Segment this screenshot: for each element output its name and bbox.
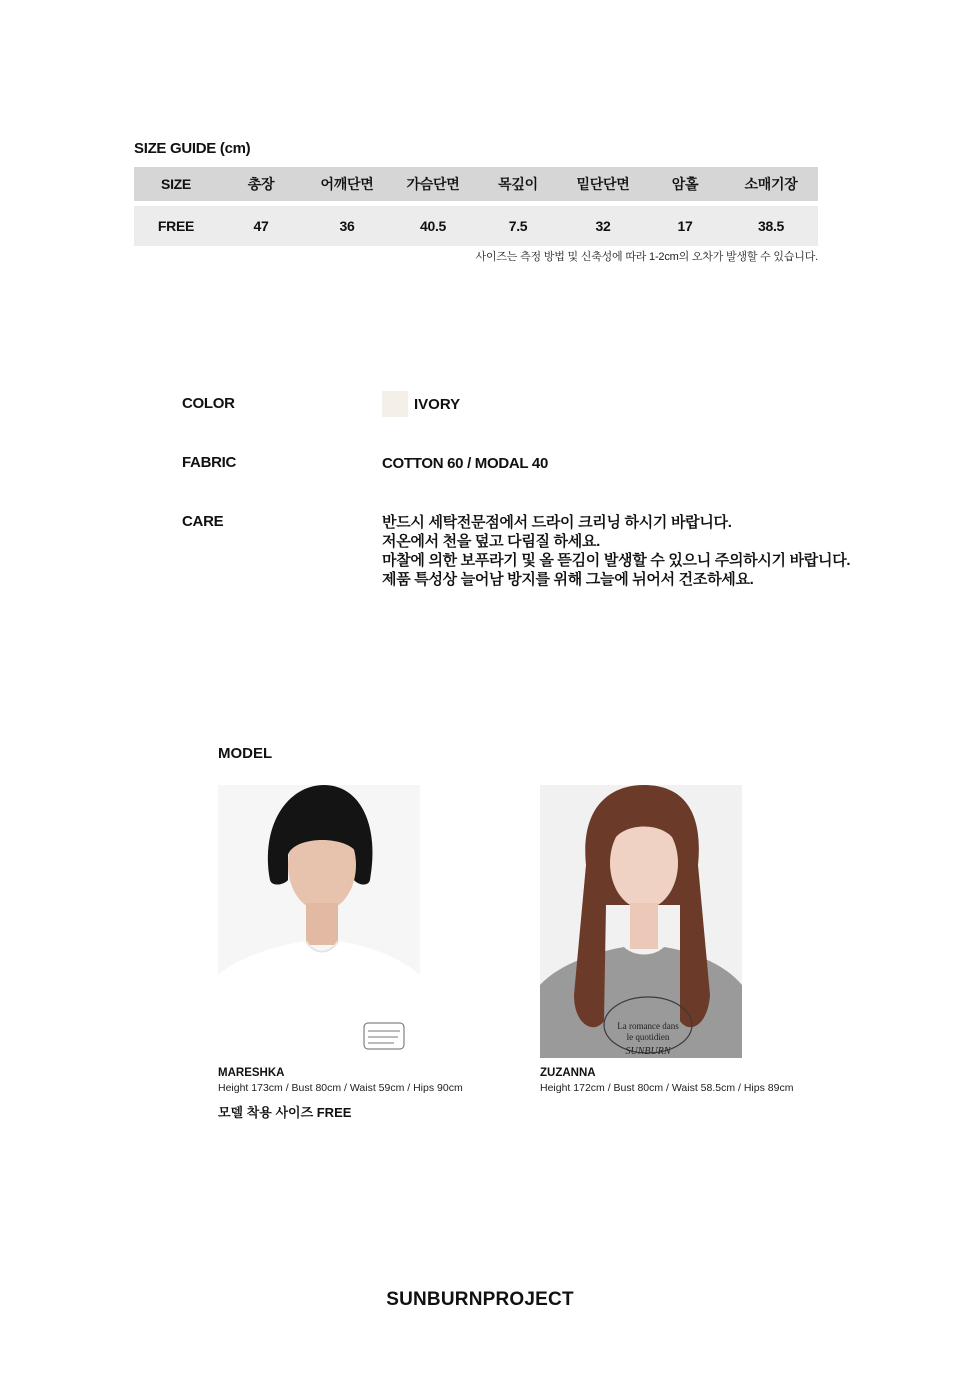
shirt-print-line: SUNBURN xyxy=(625,1046,671,1057)
color-value: IVORY xyxy=(414,396,461,413)
fabric-label: FABRIC xyxy=(182,454,237,471)
size-value-cell: FREE xyxy=(157,218,195,234)
size-header-cell: 가슴단면 xyxy=(406,176,460,192)
shirt-print-line: La romance dans xyxy=(617,1021,679,1031)
size-header-cell: 총장 xyxy=(247,176,275,192)
care-line: 반드시 세탁전문점에서 드라이 크리닝 하시기 바랍니다. xyxy=(382,514,732,531)
fabric-value: COTTON 60 / MODAL 40 xyxy=(382,455,548,472)
size-header-cell: 소매기장 xyxy=(744,176,798,192)
model-name: ZUZANNA xyxy=(540,1067,596,1079)
model-photo-mareshka xyxy=(218,785,420,1058)
size-value-cell: 47 xyxy=(253,218,269,234)
size-value-cell: 17 xyxy=(677,218,693,234)
care-line: 마찰에 의한 보푸라기 및 올 뜯김이 발생할 수 있으니 주의하시기 바랍니다. xyxy=(382,552,851,569)
model-name: MARESHKA xyxy=(218,1067,285,1079)
model-measurements: Height 172cm / Bust 80cm / Waist 58.5cm / Hips 89cm xyxy=(540,1082,794,1094)
care-line: 제품 특성상 늘어남 방지를 위해 그늘에 뉘어서 건조하세요. xyxy=(382,571,754,588)
care-line: 저온에서 천을 덮고 다림질 하세요. xyxy=(382,533,600,550)
size-table-header-row xyxy=(134,167,818,201)
size-value-cell: 40.5 xyxy=(419,218,447,234)
size-header-cell: SIZE xyxy=(161,176,191,192)
size-guide-title: SIZE GUIDE (cm) xyxy=(134,140,251,157)
size-value-cell: 7.5 xyxy=(508,218,528,234)
size-header-cell: 어깨단면 xyxy=(320,176,374,192)
size-header-cell: 목깊이 xyxy=(498,176,538,192)
color-swatch xyxy=(382,391,408,417)
size-header-cell: 암홀 xyxy=(671,176,699,192)
size-guide-table xyxy=(134,167,818,246)
size-value-cell: 32 xyxy=(595,218,611,234)
size-header-cell: 밑단단면 xyxy=(576,176,630,192)
size-guide-note: 사이즈는 측정 방법 및 신축성에 따라 1-2cm의 오차가 발생할 수 있습니다. xyxy=(475,251,818,263)
model-photo-zuzanna xyxy=(540,785,742,1058)
size-value-cell: 38.5 xyxy=(757,218,785,234)
care-label: CARE xyxy=(182,513,224,530)
color-label: COLOR xyxy=(182,395,235,412)
care-instructions xyxy=(382,513,850,589)
model-wear-size: 모델 착용 사이즈 FREE xyxy=(218,1105,352,1120)
model-heading: MODEL xyxy=(218,745,273,762)
size-table-row xyxy=(134,206,818,246)
brand-logo: SUNBURNPROJECT xyxy=(386,1289,574,1310)
size-value-cell: 36 xyxy=(339,218,355,234)
shirt-print-line: le quotidien xyxy=(626,1032,670,1042)
model-measurements: Height 173cm / Bust 80cm / Waist 59cm / Hips 90cm xyxy=(218,1082,463,1094)
